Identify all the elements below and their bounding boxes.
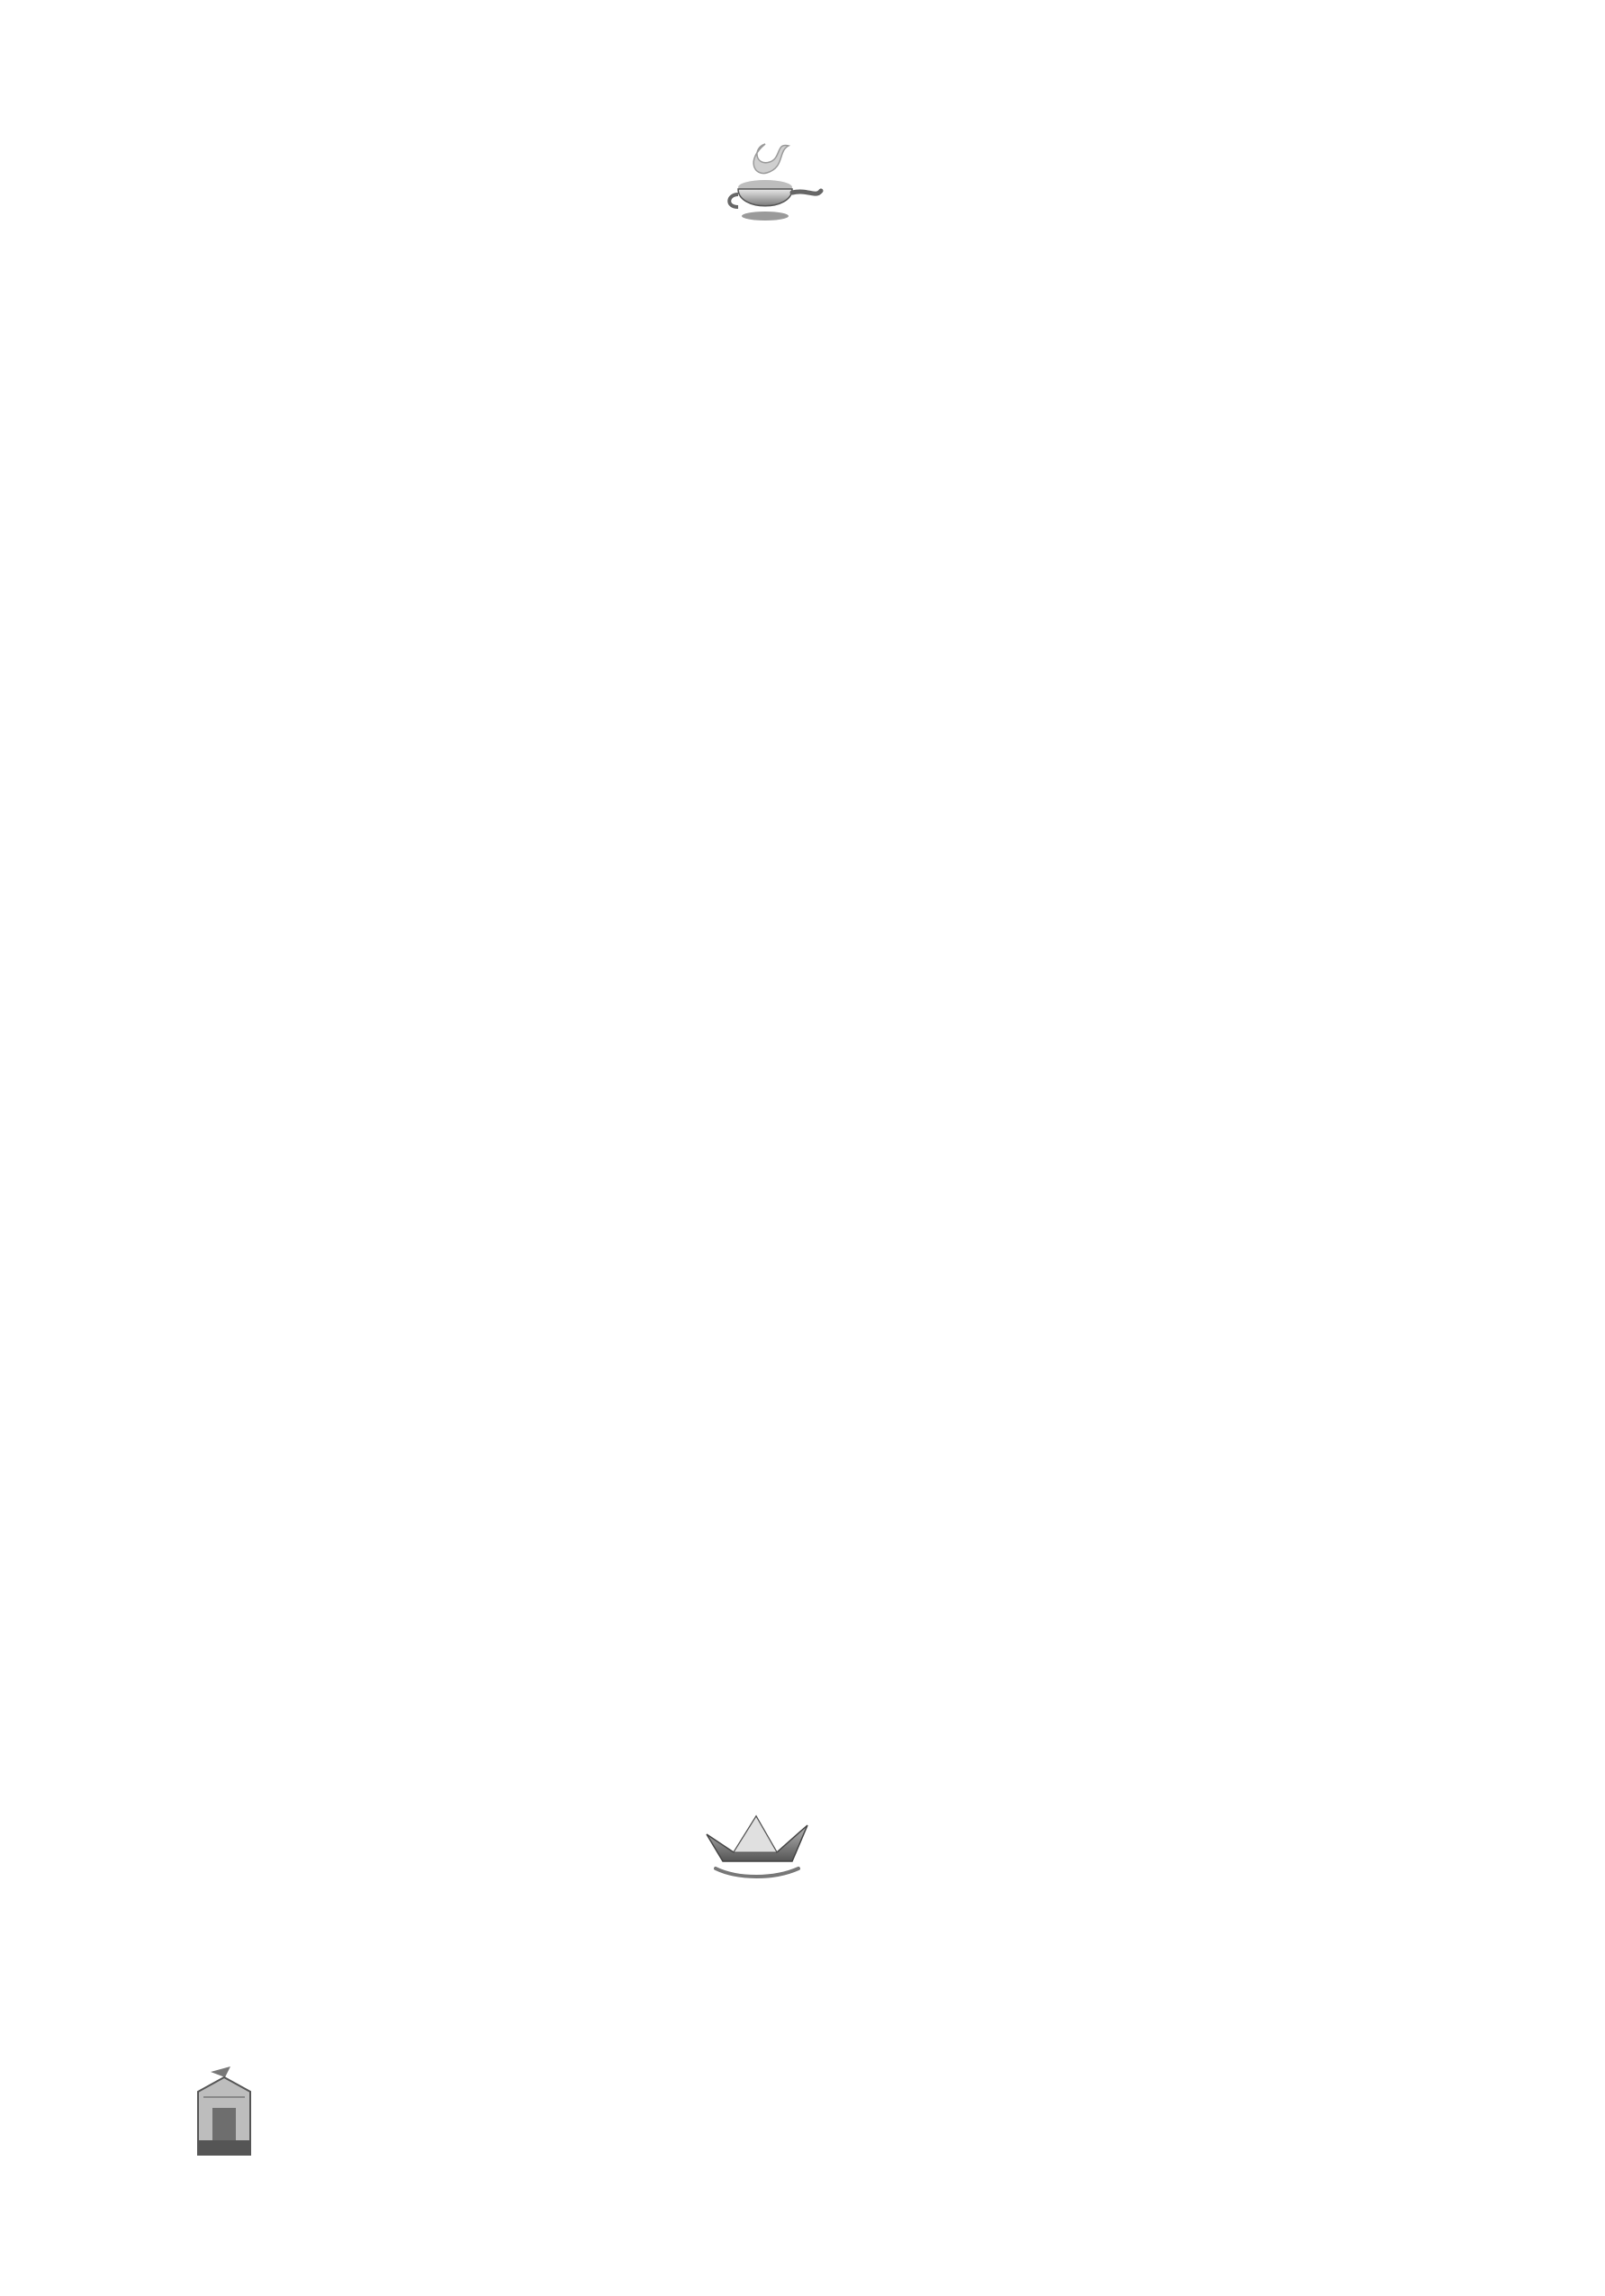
paper-boat-icon — [698, 1807, 815, 1888]
teapot-ornament-icon — [702, 135, 828, 234]
story-text-continued — [196, 1908, 1330, 2070]
page-footer — [193, 2061, 463, 2160]
castle-logo-icon — [193, 2061, 256, 2160]
text-line — [196, 1908, 1330, 1989]
text-line — [196, 1989, 1330, 2070]
